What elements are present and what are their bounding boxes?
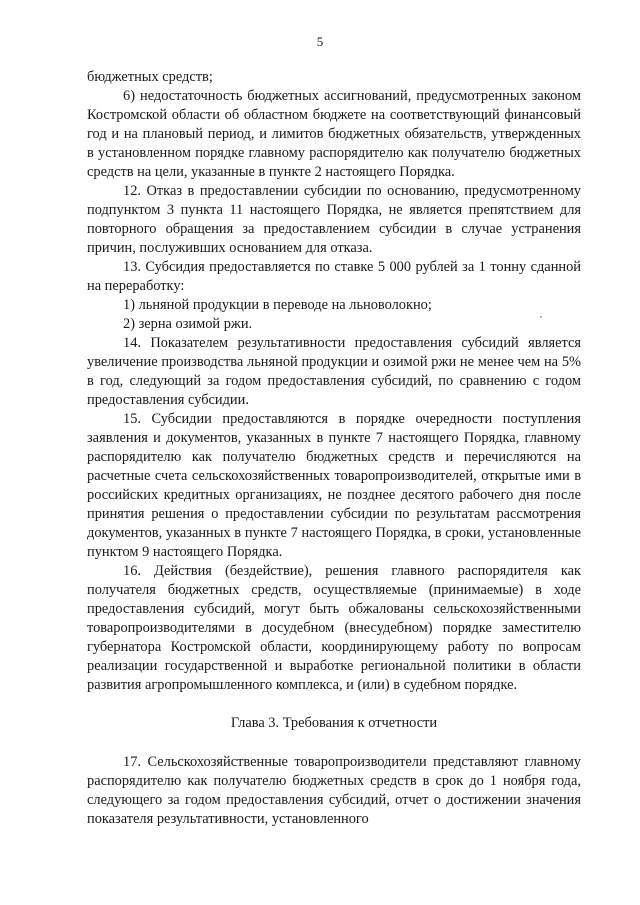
chapter-heading: Глава 3. Требования к отчетности [230, 715, 438, 731]
scan-speck [540, 316, 542, 318]
paragraph-14: 14. Показателем результативности предоставления субсидий является увеличение производства льняной продукции и озимой ржи не менее чем на 5% в год, следующий за годом предоставления субсидий, по сравнению с годом предоставления субсидии. [87, 335, 581, 408]
paragraph-continuation: бюджетных средств; [87, 69, 213, 85]
paragraph-item-6: 6) недостаточность бюджетных ассигнований, предусмотренных законом Костромской области об областном бюджете на соответствующий финансовый год и на плановый период, и лимитов бюджетных обязательств, утвержденных в установленном порядке главному распорядителю как получателю бюджетных средств на цели, указанные в пункте 2 настоящего Порядка. [87, 88, 581, 180]
paragraph-13: 13. Субсидия предоставляется по ставке 5 000 рублей за 1 тонну сданной на переработку: [87, 259, 581, 294]
page-number: 5 [316, 34, 324, 49]
paragraph-13-item-2: 2) зерна озимой ржи. [123, 316, 253, 332]
paragraph-17: 17. Сельскохозяйственные товаропроизводители представляют главному распорядителю как получателю бюджетных средств в срок до 1 ноября года, следующего за годом предоставления субсидий, отчет о достижении значения показателя результативности, установленного [87, 754, 581, 827]
paragraph-13-item-1: 1) льняной продукции в переводе на льноволокно; [123, 297, 432, 313]
document-body [87, 68, 581, 829]
paragraph-12: 12. Отказ в предоставлении субсидии по основанию, предусмотренному подпунктом 3 пункта 11 настоящего Порядка, не является препятствием для повторного обращения за предоставлением субсидии в случае устранения причин, послуживших основанием для отказа. [87, 183, 581, 256]
paragraph-16: 16. Действия (бездействие), решения главного распорядителя как получателя бюджетных средств, осуществляемые (принимаемые) в ходе предоставления субсидий, могут быть обжалованы сельскохозяйственными товаропроизводителями в досудебном (внесудебном) порядке заместителю губернатора Костромской области, координирующему работу по вопросам реализации государственной и выработке региональной политики в области развития агропромышленного комплекса, и (или) в судебном порядке. [87, 563, 581, 693]
paragraph-15: 15. Субсидии предоставляются в порядке очередности поступления заявления и документов, указанных в пункте 7 настоящего Порядка, главному распорядителю как получателю бюджетных средств и перечисляются на расчетные счета сельскохозяйственных товаропроизводителей, открытые ими в российских кредитных организациях, не позднее десятого рабочего дня после принятия решения о предоставлении субсидии по результатам рассмотрения документов, указанных в пункте 7 настоящего Порядка, в сроки, установленные пунктом 9 настоящего Порядка. [87, 411, 581, 560]
